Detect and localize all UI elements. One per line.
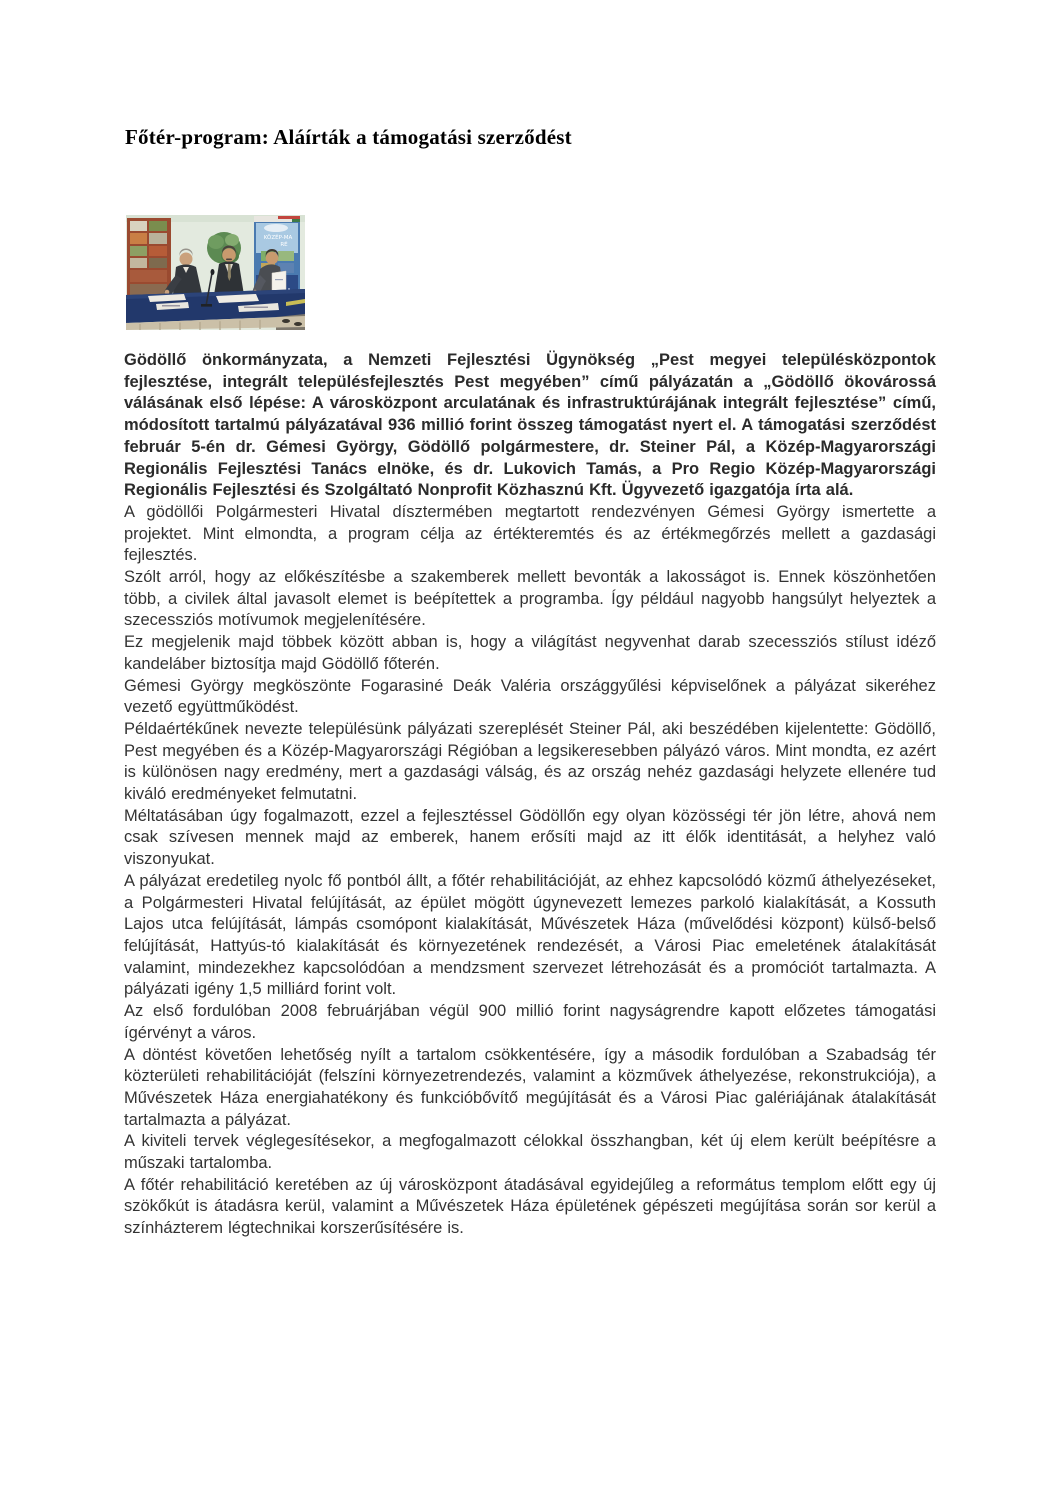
paragraph-1: A gödöllői Polgármesteri Hivatal dísztermében megtartott rendezvényen Gémesi György ismertette a projektet. Mint elmondta, a program célja az értékteremtés és az értékmegőrzés mellett a gazdasági fejlesztés. [124, 502, 936, 565]
paragraph-3: Ez megjelenik majd többek között abban is, hogy a világítást negyvenhat darab szecessziós stílust idéző kandeláber biztosítja majd Gödöllő főterén. [124, 633, 936, 673]
paragraph-9: A döntést követően lehetőség nyílt a tartalom csökkentésére, így a második fordulóban a Szabadság tér közterületi rehabilitációját (felszíni környezetrendezés, valamint a közművek áthelyezése, rekonstrukciója), a Művészetek Háza energiahatékony és funkcióbővítő megújítását és a Városi Piac galériájának átalakítását tartalmazta a pályázat. [124, 1045, 936, 1129]
article-body [124, 350, 936, 1240]
banner-text-line2: RÉ [280, 242, 288, 248]
paragraph-8: Az első fordulóban 2008 februárjában végül 900 millió forint nagyságrendre kapott előzetes támogatási ígérvényt a város. [124, 1002, 936, 1042]
signing-ceremony-photo [126, 215, 305, 330]
paragraph-6: Méltatásában úgy fogalmazott, ezzel a fejlesztéssel Gödöllőn egy olyan közösségi tér jön létre, ahová nem csak szívesen mennek majd az emberek, hanem erősíti majd az itt élők identitását, a helyhez való viszonyukat. [124, 806, 936, 869]
banner-text-line1: KÖZÉP-MA [263, 235, 293, 241]
paragraph-5: Példaértékűnek nevezte településünk pályázati szereplését Steiner Pál, aki beszédében kijelentette: Gödöllő, Pest megyében és a Közép-Magyarországi Régióban a legsikeresebben pályázó város. Mint mondta, ez azért is különösen nagy eredmény, mert a gazdasági válság, és az ország nehéz gazdasági helyzete ellenére tud kiváló eredményeket felmutatni. [124, 719, 936, 804]
signing-ceremony-illustration [126, 215, 305, 330]
paragraph-10: A kiviteli tervek véglegesítésekor, a megfogalmazott célokkal összhangban, két új elem került beépítésre a műszaki tartalomba. [124, 1132, 936, 1173]
paragraph-2: Szólt arról, hogy az előkészítésbe a szakemberek mellett bevonták a lakosságot is. Ennek köszönhetően több, a civilek által javasolt elemet is beépítettek a programba. Így például nagyobb hangsúlyt helyeztek a szecessziós motívumok megjelenítésére. [124, 568, 936, 630]
paragraph-4: Gémesi György megköszönte Fogarasiné Deák Valéria országgyűlési képviselőnek a pályázat sikeréhez vezető együttműködést. [124, 676, 936, 717]
paragraph-11: A főtér rehabilitáció keretében az új városközpont átadásával egyidejűleg a református templom előtt egy új szökőkút is átadásra kerül, valamint a Művészetek Háza épületének gépészeti megújítása során sor kerül a színházterem légtechnikai korszerűsítésére is. [124, 1175, 936, 1238]
article-title: Főtér-program: Aláírták a támogatási szerződést [125, 125, 572, 149]
lead-paragraph: Gödöllő önkormányzata, a Nemzeti Fejlesztési Ügynökség „Pest megyei településközpontok fejlesztése, integrált településfejlesztés Pest megyében” című pályázatán a „Gödöllő ökovárossá válásának első lépése: A városközpont arculatának és infrastruktúrájának integrált fejlesztése” című, módosított tartalmú pályázatával 936 millió forint összeg támogatást nyert el. A támogatási szerződést február 5-én dr. Gémesi György, Gödöllő polgármestere, dr. Steiner Pál, a Közép-Magyarországi Regionális Fejlesztési Tanács elnöke, és dr. Lukovich Tamás, a Pro Regio Közép-Magyarországi Regionális Fejlesztési és Szolgáltató Nonprofit Közhasznú Kft. Ügyvezető igazgatója írta alá. [124, 351, 936, 500]
paragraph-7: A pályázat eredetileg nyolc fő pontból állt, a főtér rehabilitációját, az ehhez kapcsolódó közmű áthelyezéseket, a Polgármesteri Hivatal felújítását, az épület mögött úgynevezett lemezes parkoló kialakítását, a Kossuth Lajos utca felújítását, lámpás csomópont kialakítását, Művészetek Háza (művelődési központ) külső-belső felújítását, Hattyús-tó kialakítását és környezetének rendezését, a Városi Piac emeletének átalakítását valamint, mindezekhez kapcsolódóan a mendzsment szervezet létrehozását és a promóciót tartalmazta. A pályázati igény 1,5 milliárd forint volt. [124, 871, 936, 999]
